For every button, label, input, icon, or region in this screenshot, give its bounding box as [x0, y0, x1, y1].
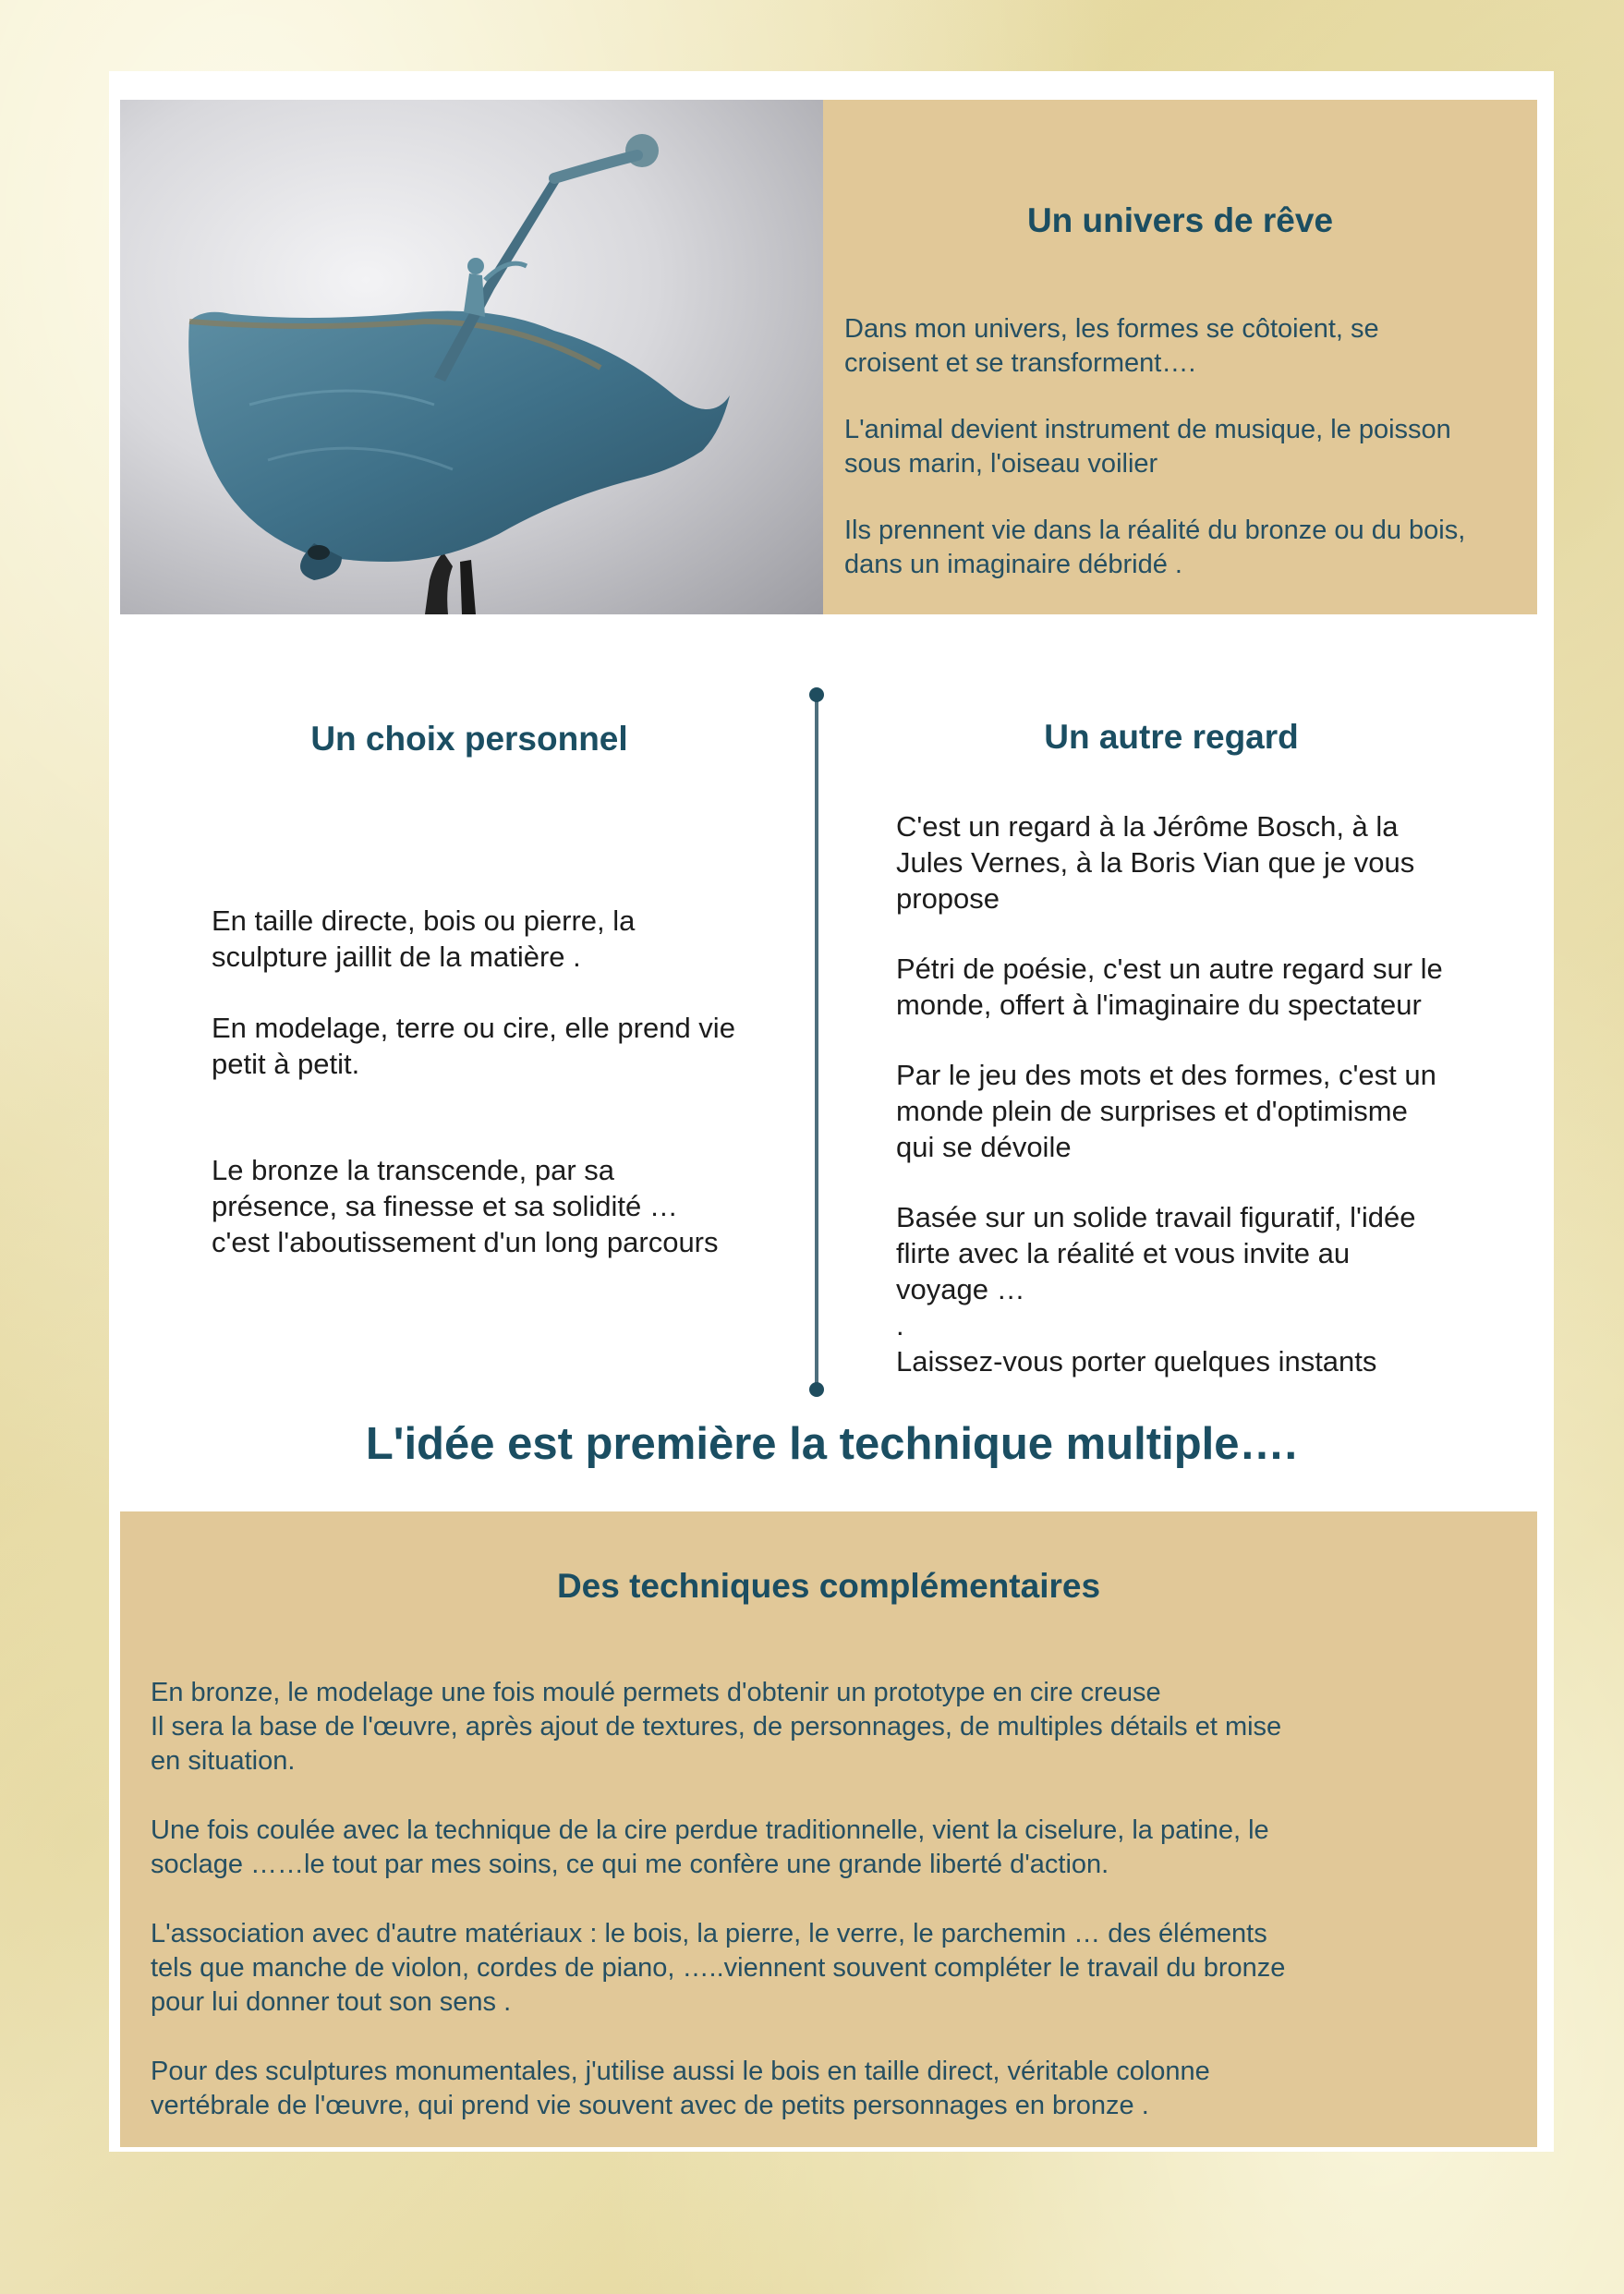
intro-panel: [823, 100, 1537, 614]
techniques-title: Des techniques complémentaires: [556, 1567, 1101, 1605]
right-column-text: [896, 808, 1524, 1379]
techniques-panel: [120, 1511, 1537, 2147]
left-column-title: Un choix personnel: [310, 720, 628, 758]
techniques-paragraph: En bronze, le modelage une fois moulé permets d'obtenir un prototype en cire creuse Il sera la base de l'œuvre, après ajout de textures, de personnages, de multiples détails et mise en situation.: [151, 1678, 1282, 1776]
manta-sculpture-illustration: [120, 100, 823, 614]
page: [109, 71, 1554, 2152]
right-paragraph: C'est un regard à la Jérôme Bosch, à la Jules Vernes, à la Boris Vian que je vous propose: [896, 810, 1415, 915]
left-paragraph: En taille directe, bois ou pierre, la sculpture jaillit de la matière .: [212, 904, 636, 973]
right-paragraph: Basée sur un solide travail figuratif, l'idée flirte avec la réalité et vous invite au voyage … . Laissez-vous porter quelques instants: [896, 1201, 1416, 1378]
left-column-text: [212, 903, 794, 1260]
divider-bottom-dot: [809, 1382, 824, 1397]
left-paragraph: Le bronze la transcende, par sa présence, sa finesse et sa solidité … c'est l'aboutissement d'un long parcours: [212, 1154, 719, 1258]
intro-title: Un univers de rêve: [1026, 201, 1334, 239]
left-paragraph: En modelage, terre ou cire, elle prend vie petit à petit.: [212, 1012, 735, 1080]
techniques-paragraph: L'association avec d'autre matériaux : le bois, la pierre, le verre, le parchemin … des éléments tels que manche de violon, cordes de piano, …..viennent souvent compléter le travail du bronze pour lui donner tout son sens .: [151, 1919, 1286, 2017]
intro-text: [844, 312, 1523, 614]
tagline-heading: L'idée est première la technique multiple….: [365, 1419, 1298, 1469]
sculpture-photo: [120, 100, 823, 614]
intro-paragraph: Dans mon univers, les formes se côtoient, se croisent et se transforment….: [844, 314, 1379, 378]
right-paragraph: Pétri de poésie, c'est un autre regard sur le monde, offert à l'imaginaire du spectateur: [896, 953, 1443, 1021]
divider-top-dot: [809, 687, 824, 702]
right-paragraph: Par le jeu des mots et des formes, c'est un monde plein de surprises et d'optimisme qui se dévoile: [896, 1059, 1436, 1163]
techniques-paragraph: Pour des sculptures monumentales, j'utilise aussi le bois en taille direct, véritable colonne vertébrale de l'œuvre, qui prend vie souvent avec de petits personnages en bronze .: [151, 2057, 1210, 2120]
column-divider: [815, 695, 818, 1390]
intro-paragraph: L'animal devient instrument de musique, le poisson sous marin, l'oiseau voilier: [844, 415, 1451, 479]
techniques-text: [151, 1676, 1518, 2158]
right-column-title: Un autre regard: [1044, 718, 1299, 756]
intro-paragraph: Ils prennent vie dans la réalité du bronze ou du bois, dans un imaginaire débridé .: [844, 516, 1466, 579]
techniques-paragraph: Une fois coulée avec la technique de la cire perdue traditionnelle, vient la ciselure, la patine, le soclage ……le tout par mes soins, ce qui me confère une grande liberté d'action.: [151, 1815, 1269, 1879]
